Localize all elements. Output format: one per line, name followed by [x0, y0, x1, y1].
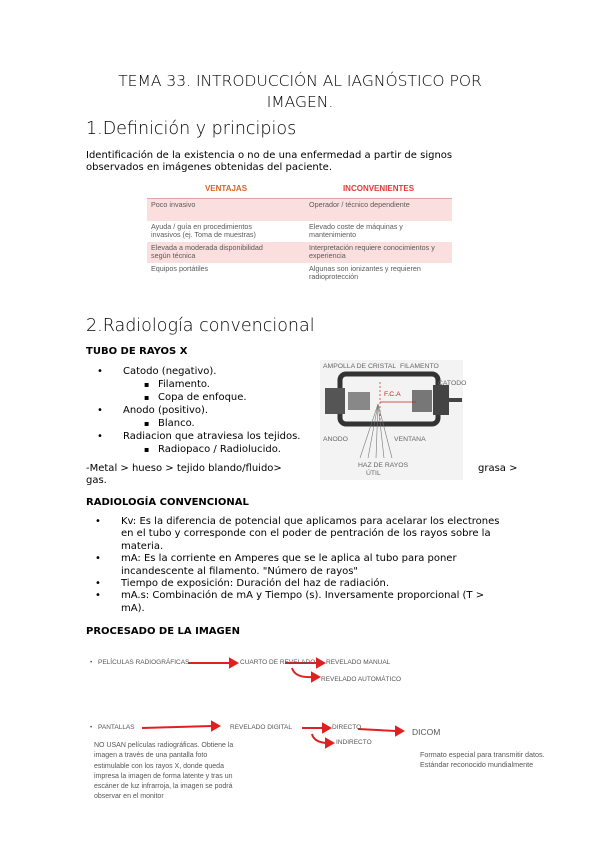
proc-heading: PROCESADO DE LA IMAGEN: [86, 626, 240, 637]
list-item: ▪ Radiopaco / Radiolucido.: [158, 443, 300, 456]
list-item: ▪ Blanco.: [158, 417, 300, 430]
table-row: [147, 242, 452, 263]
label-directo: DIRECTO: [332, 724, 362, 731]
list-item: • Kv: Es la diferencia de potencial que aplicamos para acelarar los electrones en el tubo y corresponde con el poder de pentración de los rayos sobre la materia.: [121, 516, 499, 553]
title-line-1: TEMA 33. INTRODUCCIÓN AL IAGNÓSTICO POR: [118, 72, 482, 90]
section1-heading: 1.Definición y principios: [86, 119, 297, 139]
density-text-line2: gas.: [86, 475, 107, 486]
xray-tube-diagram: [320, 360, 467, 480]
label-catodo: CATODO: [438, 380, 467, 387]
definition-text: [86, 150, 452, 174]
table-cell: Operador / técnico dependiente: [305, 199, 452, 221]
label-filamento: FILAMENTO: [400, 363, 439, 370]
label-indirecto: INDIRECTO: [336, 739, 372, 746]
table-row: [147, 221, 452, 242]
label-dicom: DICOM: [412, 727, 441, 737]
table-cell: Equipos portátiles: [147, 263, 305, 284]
advantages-table: [147, 180, 452, 284]
table-header-ventajas: VENTAJAS: [204, 184, 248, 193]
table-cell: Interpretación requiere conocimientos y experiencia: [305, 242, 452, 263]
label-fca: F.C.A: [384, 391, 401, 398]
rc-heading: RADIOLOGÍA CONVENCIONAL: [86, 497, 249, 508]
density-text-right: grasa >: [478, 463, 518, 474]
list-item: ▪ Filamento.: [158, 378, 300, 391]
label-util: ÚTIL: [366, 470, 381, 477]
list-item: • Tiempo de exposición: Duración del haz de radiación.: [121, 578, 499, 590]
title-line-2: IMAGEN.: [266, 93, 334, 111]
table-cell: Poco invasivo: [147, 199, 305, 221]
label-revelado-manual: REVELADO MANUAL: [326, 659, 391, 666]
label-haz: HAZ DE RAYOS: [358, 462, 409, 469]
table-row: [147, 199, 452, 221]
table-cell: Elevado coste de máquinas y mantenimiento: [305, 221, 452, 242]
tube-parts-list: [123, 365, 300, 456]
table-cell: Algunas son ionizantes y requieren radioprotección: [305, 263, 452, 284]
hand-bullet-2: •: [90, 724, 93, 731]
list-item: • Anodo (positivo).: [123, 404, 300, 417]
table-header-inconvenientes: INCONVENIENTES: [342, 184, 415, 193]
label-ampolla: AMPOLLA DE CRISTAL: [323, 363, 397, 370]
page-title: [60, 71, 540, 113]
list-item: • Catodo (negativo).: [123, 365, 300, 378]
label-revelado-digital: REVELADO DIGITAL: [230, 724, 293, 731]
label-pantallas: PANTALLAS: [98, 724, 135, 731]
processing-diagram: [80, 650, 565, 801]
table-row: [147, 263, 452, 284]
label-anodo: ANODO: [323, 436, 348, 443]
dicom-note: Formato especial para transmitir datos. Estándar reconocido mundialmente: [420, 750, 545, 769]
definition-line: observados en imágenes obtenidas del paciente.: [86, 162, 333, 173]
hand-bullet-1: •: [90, 659, 93, 666]
no-usan-note: NO USAN películas radiográficas. Obtiene la imagen a través de una pantalla foto estimulable con los rayos X, donde queda impresa la imagen de forma latente y tras un escáner de luz infrarroja, la imagen se podrá observar en el monitor: [94, 742, 234, 801]
rc-list: [121, 516, 499, 615]
definition-line: Identificación de la existencia o no de una enfermedad a partir de signos: [86, 150, 453, 161]
list-item: ▪ Copa de enfoque.: [158, 391, 300, 404]
label-ventana: VENTANA: [394, 436, 426, 443]
table-cell: Elevada a moderada disponibilidad según técnica: [147, 242, 305, 263]
list-item: • mA: Es la corriente en Amperes que se le aplica al tubo para poner incandescente al filamento. "Número de rayos": [121, 553, 499, 578]
label-revelado-auto: REVELADO AUTOMÁTICO: [321, 676, 402, 683]
tubo-heading: TUBO DE RAYOS X: [86, 346, 188, 357]
list-item: • Radiacion que atraviesa los tejidos.: [123, 430, 300, 443]
label-cuarto: CUARTO DE REVELADO: [240, 659, 316, 666]
label-peliculas: PELÍCULAS RADIOGRÁFICAS: [98, 659, 190, 666]
section2-heading: 2.Radiología convencional: [86, 316, 315, 336]
list-item: • mA.s: Combinación de mA y Tiempo (s). Inversamente proporcional (T > mA).: [121, 590, 499, 615]
table-cell: Ayuda / guía en procedimientos invasivos (ej. Toma de muestras): [147, 221, 305, 242]
density-text-left: -Metal > hueso > tejido blando/fluido>: [86, 463, 282, 474]
